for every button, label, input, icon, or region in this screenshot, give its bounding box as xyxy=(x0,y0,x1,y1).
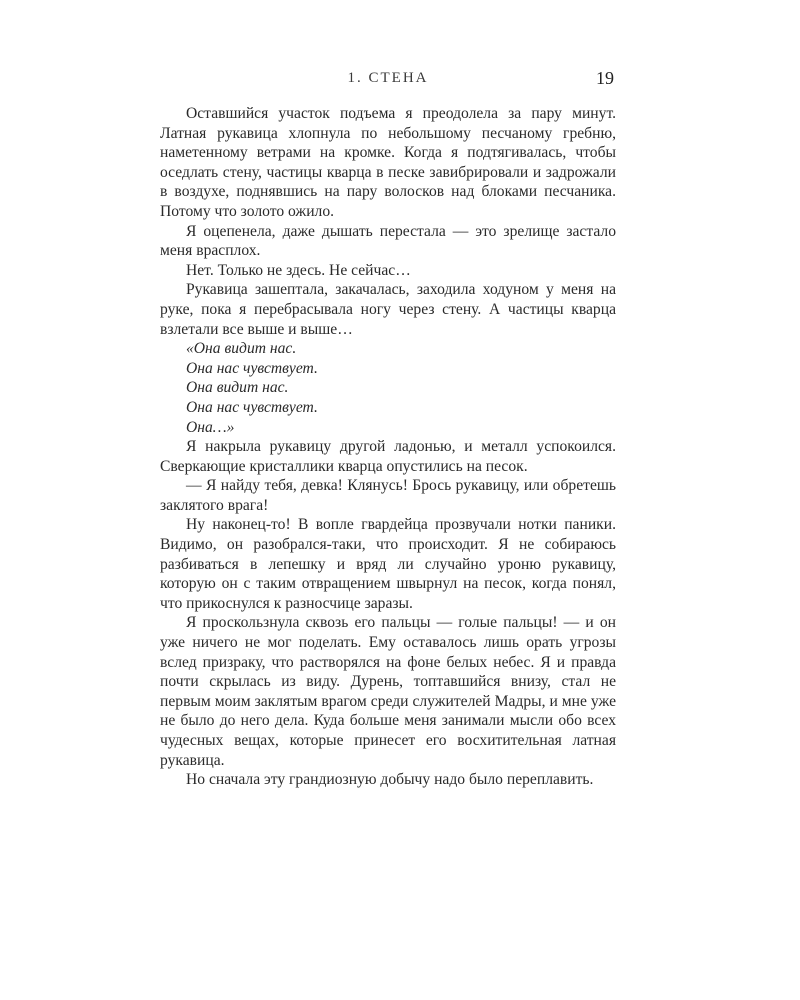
verse-line: Она…» xyxy=(186,418,235,436)
verse-line: Она нас чувствует. xyxy=(186,359,318,377)
page-number: 19 xyxy=(596,68,614,88)
running-head xyxy=(160,70,616,94)
paragraph: Я оцепенела, даже дышать перестала — это зрелище застало меня врасплох. xyxy=(160,222,616,260)
paragraph: Нет. Только не здесь. Не сейчас… xyxy=(186,261,411,279)
body-text xyxy=(160,104,616,790)
verse-line: Она нас чувствует. xyxy=(186,398,318,416)
verse-line: «Она видит нас. xyxy=(186,340,297,358)
dialogue-paragraph: — Я найду тебя, девка! Клянусь! Брось рукавицу, или обретешь заклятого врага! xyxy=(160,477,616,514)
paragraph: Я накрыла рукавицу другой ладонью, и металл успокоился. Сверкающие кристаллики кварца опустились на песок. xyxy=(160,438,616,475)
paragraph: Но сначала эту грандиозную добычу надо было переплавить. xyxy=(186,771,594,789)
paragraph: Ну наконец-то! В вопле гвардейца прозвучали нотки паники. Видимо, он разобрался-таки, что происходит. Я не собираюсь разбиваться в лепешку и вряд ли случайно уроню рукавицу, которую он с таким отвращением швырнул на песок, когда понял, что прикоснулся к разносчице заразы. xyxy=(160,516,616,612)
verse-line: Она видит нас. xyxy=(186,379,289,397)
paragraph: Рукавица зашептала, закачалась, заходила ходуном у меня на руке, пока я перебрасывала ногу через стену. А частицы кварца взлетали все выше и выше… xyxy=(160,281,616,338)
paragraph: Я проскользнула сквозь его пальцы — голые пальцы! — и он уже ничего не мог поделать. Ему оставалось лишь орать угрозы вслед призраку, что растворялся на фоне белых небес. Я и правда почти скрылась из виду. Дурень, топтавшийся внизу, стал не первым моим заклятым врагом среди служителей Мадры, и мне уже не было до него дела. Куда больше меня занимали мысли обо всех чудесных вещах, которые принесет его восхитительная латная рукавица. xyxy=(160,614,616,769)
paragraph: Оставшийся участок подъема я преодолела за пару минут. Латная рукавица хлопнула по небольшому песчаному гребню, наметенному ветрами на кромке. Когда я подтягивалась, чтобы оседлать стену, частицы кварца в песке завибрировали и задрожали в воздухе, поднявшись на пару волосков над блоками песчаника. Потому что золото ожило. xyxy=(160,105,616,220)
chapter-title: 1. СТЕНА xyxy=(347,70,429,86)
